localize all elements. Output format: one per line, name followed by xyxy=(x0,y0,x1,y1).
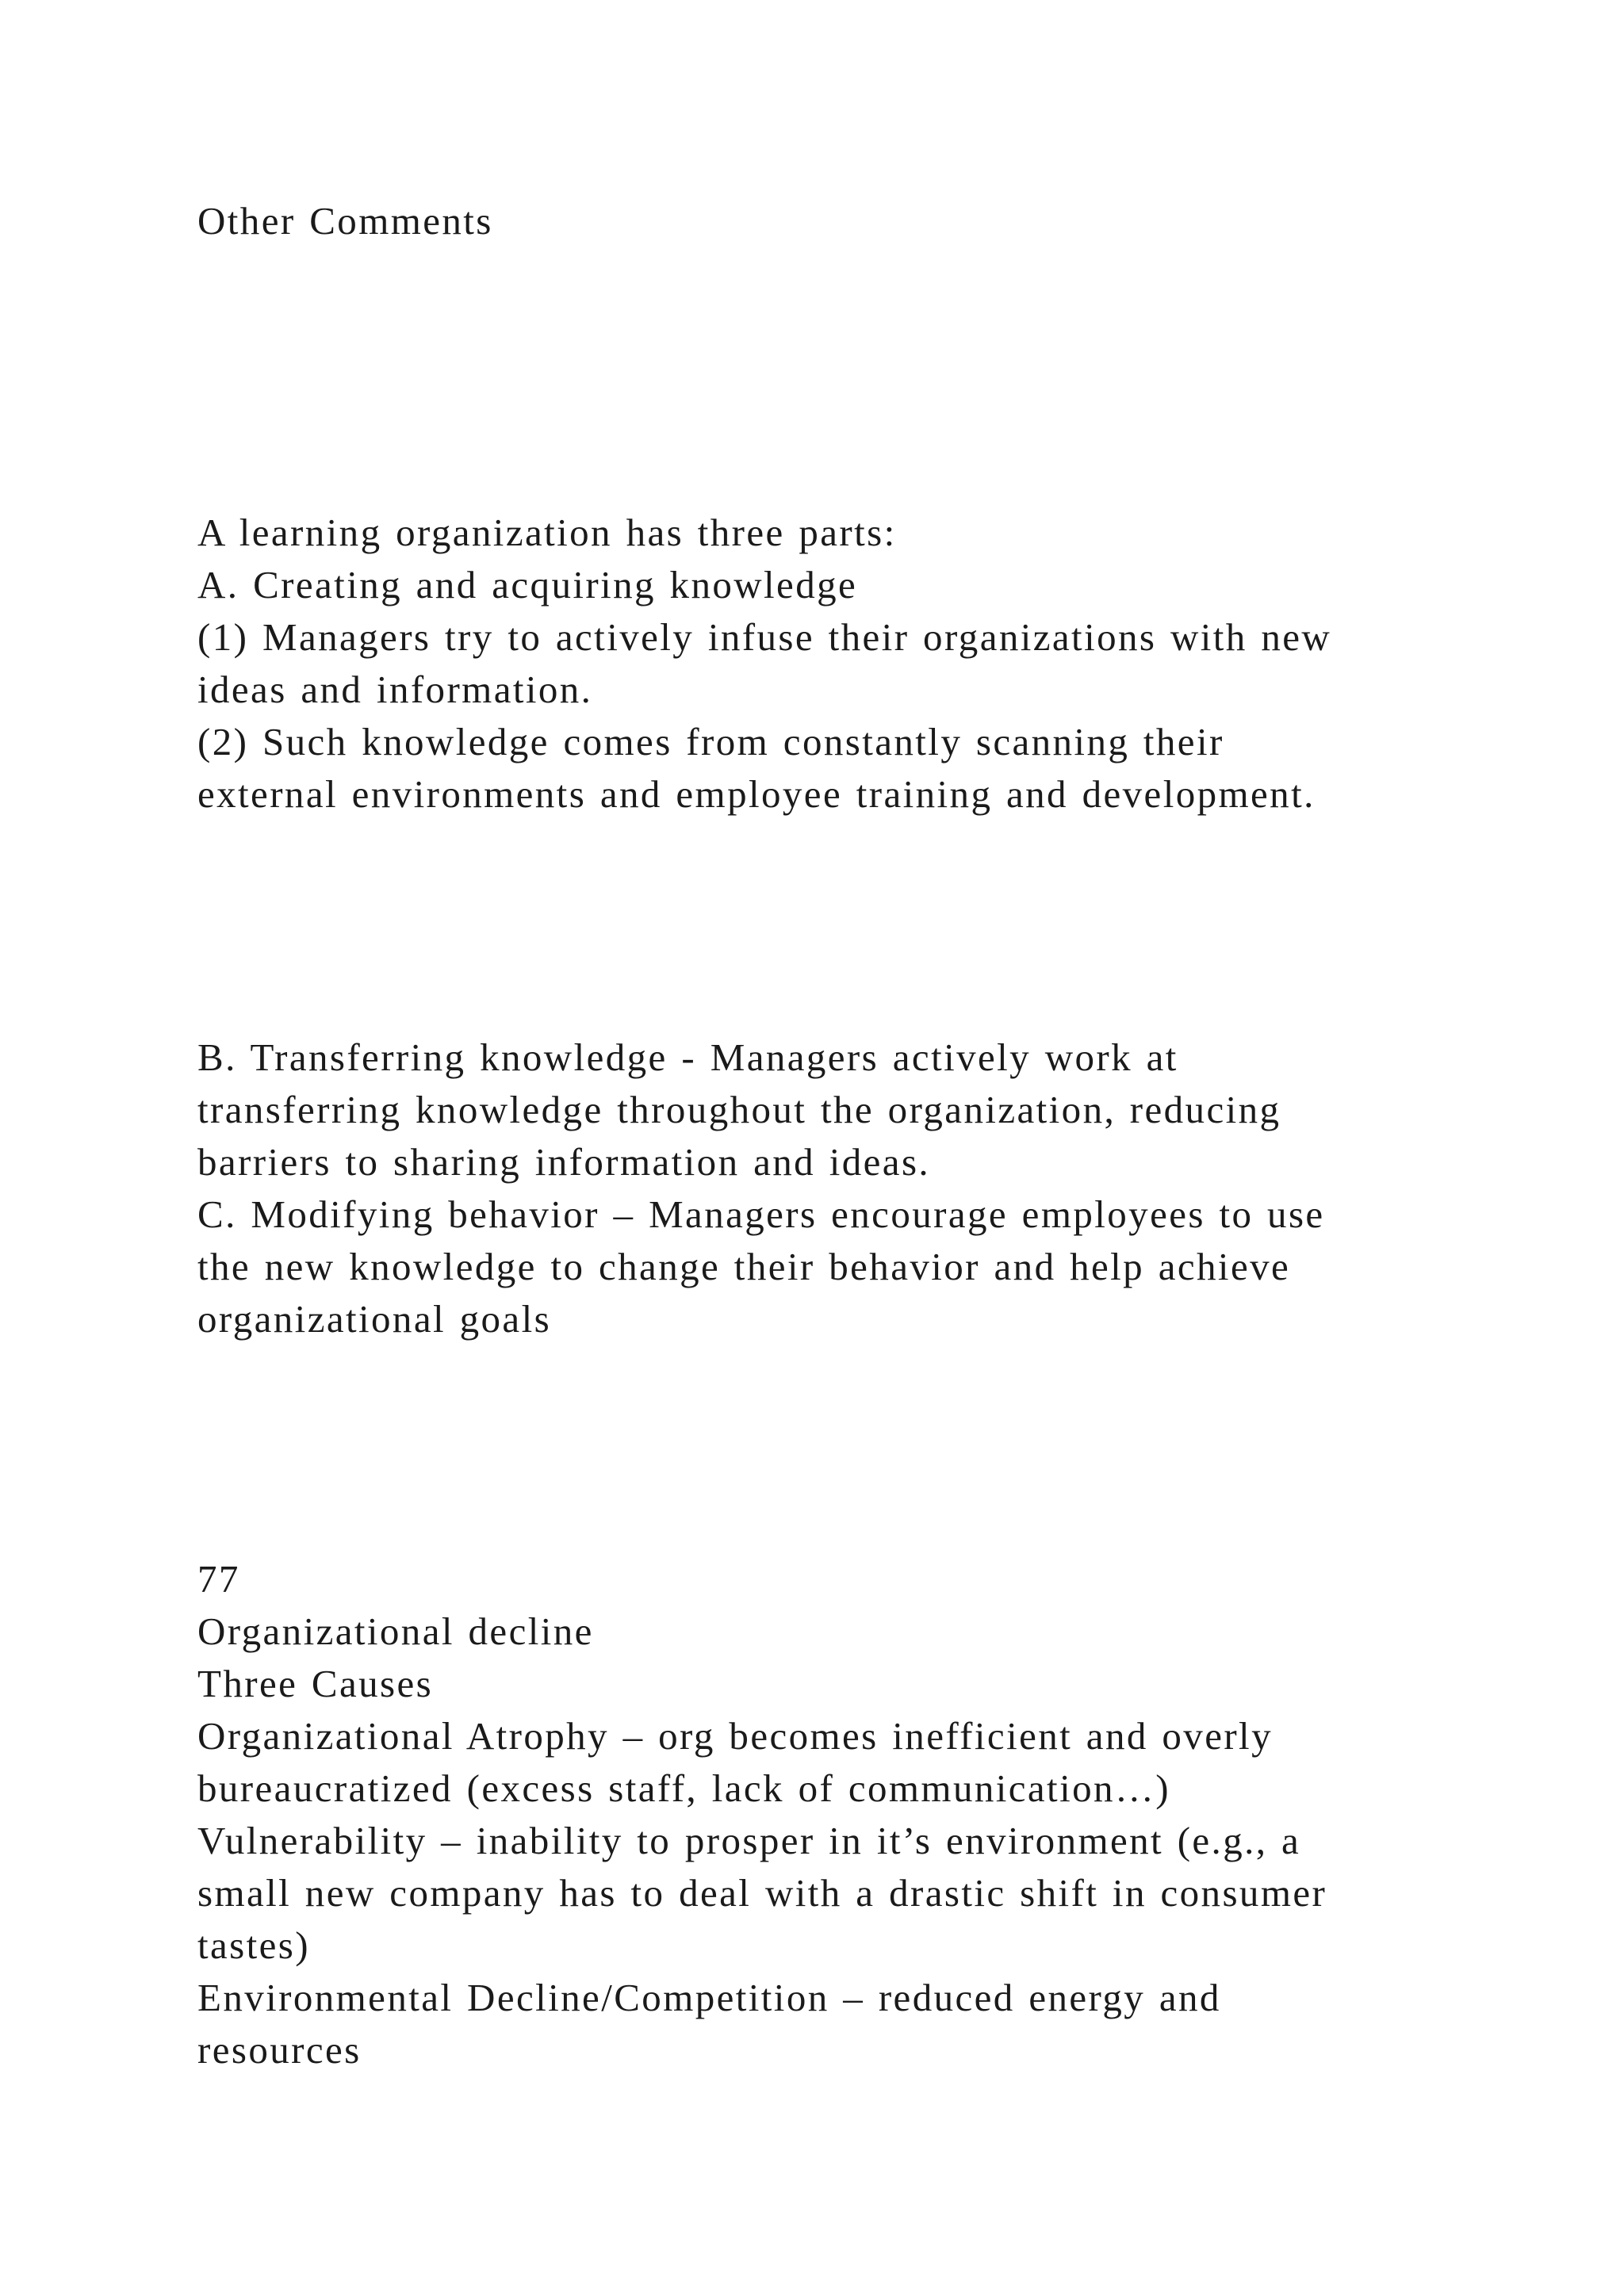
paragraph-line: small new company has to deal with a drastic shift in consumer xyxy=(197,1871,1327,1915)
slide-number: 77 xyxy=(197,1557,240,1601)
heading-text: Other Comments xyxy=(197,199,493,243)
paragraph-line: tastes) xyxy=(197,1923,310,1967)
organizational-decline-section xyxy=(197,1553,1506,2076)
paragraph-line: A. Creating and acquiring knowledge xyxy=(197,563,858,607)
learning-organization-section xyxy=(197,507,1506,821)
paragraph-line: Three Causes xyxy=(197,1662,434,1705)
paragraph-line: resources xyxy=(197,2028,362,2072)
paragraph-line: Organizational Atrophy – org becomes inefficient and overly xyxy=(197,1714,1273,1758)
paragraph-line: C. Modifying behavior – Managers encourage employees to use xyxy=(197,1192,1325,1236)
paragraph-line: the new knowledge to change their behavior and help achieve xyxy=(197,1245,1291,1288)
paragraph-line: Environmental Decline/Competition – reduced energy and xyxy=(197,1976,1221,2019)
paragraph-line: external environments and employee training and development. xyxy=(197,772,1316,816)
transfer-modify-section xyxy=(197,1031,1506,1345)
section-heading xyxy=(197,195,1506,247)
paragraph-line: (1) Managers try to actively infuse their organizations with new xyxy=(197,615,1332,659)
paragraph-line: Vulnerability – inability to prosper in it’s environment (e.g., a xyxy=(197,1819,1301,1862)
paragraph-line: Organizational decline xyxy=(197,1609,594,1653)
paragraph-line: (2) Such knowledge comes from constantly scanning their xyxy=(197,720,1224,763)
paragraph-line: B. Transferring knowledge - Managers actively work at xyxy=(197,1035,1178,1079)
paragraph-line: ideas and information. xyxy=(197,668,593,711)
paragraph-line: organizational goals xyxy=(197,1297,552,1341)
paragraph-line: bureaucratized (excess staff, lack of communication…) xyxy=(197,1766,1170,1810)
paragraph-line: A learning organization has three parts: xyxy=(197,511,897,554)
paragraph-line: barriers to sharing information and ideas. xyxy=(197,1140,931,1184)
paragraph-line: transferring knowledge throughout the organization, reducing xyxy=(197,1088,1281,1131)
